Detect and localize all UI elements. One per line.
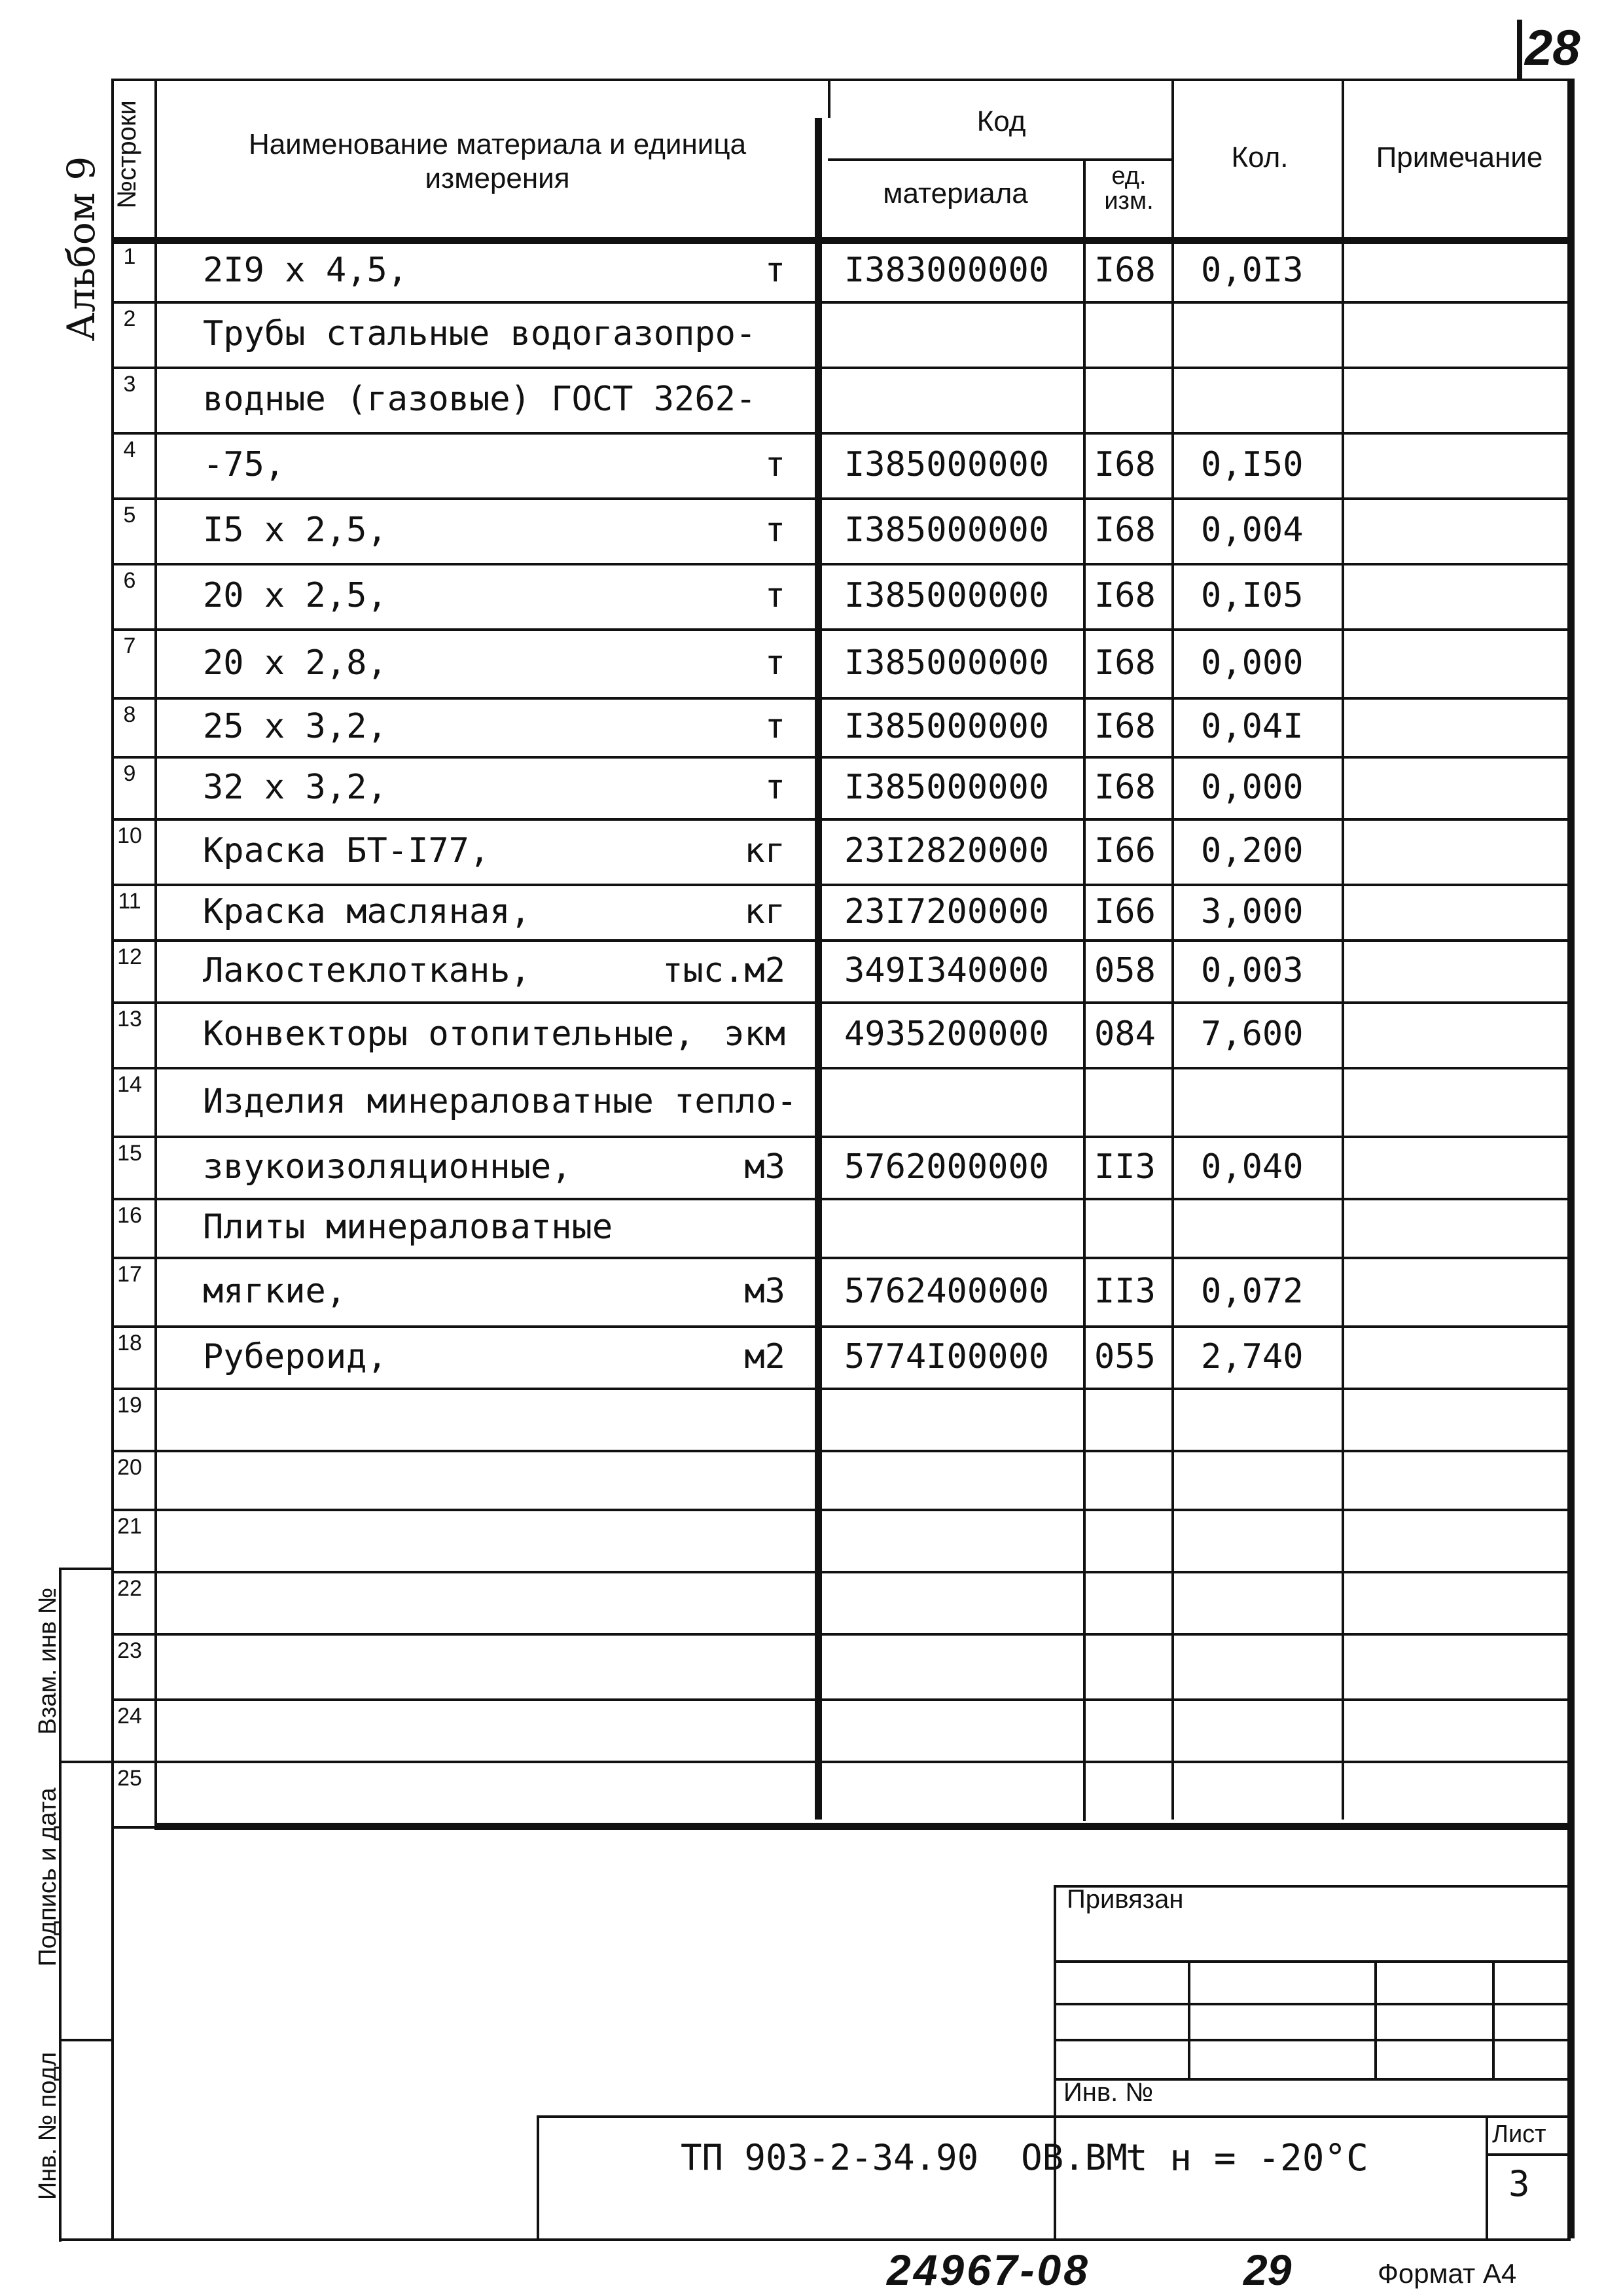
row-number: 13 (117, 1007, 142, 1031)
grid-line (1492, 1960, 1495, 2078)
grid-line (111, 2238, 1571, 2241)
footer-number: 24967-08 (887, 2246, 1090, 2294)
grid-line (111, 1761, 1571, 1763)
grid-line (1054, 1885, 1571, 1888)
grid-line (111, 818, 1571, 821)
quantity: 0,040 (1201, 1147, 1304, 1187)
row-number: 2 (123, 306, 136, 331)
grid-line (111, 1698, 1571, 1701)
quantity: 0,0I3 (1201, 250, 1304, 290)
row-number: 1 (123, 244, 136, 269)
grid-line (111, 301, 1571, 304)
grid-line (111, 939, 1571, 942)
grid-line (1374, 1960, 1377, 2078)
unit-code: I68 (1094, 576, 1156, 615)
row-number: 25 (117, 1766, 142, 1791)
row-number: 18 (117, 1331, 142, 1355)
quantity: 3,000 (1201, 891, 1304, 931)
material-name: -75, (203, 445, 285, 484)
unit-code: I68 (1094, 767, 1156, 807)
unit-of-measure: экм (724, 1014, 785, 1054)
unit-of-measure: т (764, 511, 785, 550)
unit-code: I68 (1094, 511, 1156, 550)
grid-line (1171, 79, 1174, 1820)
grid-line (537, 2115, 539, 2240)
row-number: 11 (118, 889, 141, 914)
inv-podl-label: Инв. № подл (34, 2051, 62, 2200)
row-number: 7 (123, 634, 136, 658)
unit-of-measure: т (764, 576, 785, 615)
row-number: 9 (123, 761, 136, 786)
grid-line (59, 1761, 111, 1763)
unit-code: I66 (1094, 831, 1156, 870)
material-code: 23I2820000 (844, 831, 1050, 870)
grid-line (111, 497, 1571, 500)
header-code-unit: ед. изм. (1104, 162, 1154, 215)
unit-code: 084 (1094, 1014, 1156, 1054)
row-number: 20 (117, 1455, 142, 1480)
page-number-bar (1517, 20, 1522, 79)
grid-line (815, 118, 822, 1820)
grid-line (111, 1001, 1571, 1004)
material-name: Краска масляная, (203, 891, 531, 931)
header-name: Наименование материала и единица измерения (248, 128, 747, 194)
unit-of-measure: т (764, 250, 785, 290)
header-row-no: №строки (113, 100, 141, 209)
grid-line (111, 563, 1571, 565)
design-temperature: t н = -20°С (1126, 2137, 1368, 2179)
grid-line (111, 79, 114, 2238)
unit-code: 055 (1094, 1336, 1156, 1376)
sheet-number: 3 (1508, 2163, 1530, 2204)
unit-code: 058 (1094, 950, 1156, 990)
quantity: 0,200 (1201, 831, 1304, 870)
row-number: 23 (117, 1638, 142, 1663)
grid-line (111, 1325, 1571, 1328)
unit-of-measure: м3 (744, 1271, 785, 1311)
material-code: I385000000 (844, 707, 1050, 746)
material-name: 25 x 3,2, (203, 707, 387, 746)
row-number: 3 (123, 372, 136, 397)
unit-code: I68 (1094, 250, 1156, 290)
page-number: 28 (1525, 20, 1580, 76)
unit-code: I66 (1094, 891, 1156, 931)
grid-line (828, 158, 1171, 161)
material-name: 2I9 x 4,5, (203, 250, 408, 290)
unit-code: II3 (1094, 1147, 1156, 1187)
header-code: Код (976, 105, 1026, 137)
header-code-material: материала (883, 177, 1028, 209)
grid-line (111, 1633, 1571, 1636)
quantity: 7,600 (1201, 1014, 1304, 1054)
grid-line (111, 79, 1571, 81)
footer-page: 29 (1243, 2246, 1292, 2294)
row-number: 17 (117, 1262, 142, 1287)
material-code: I385000000 (844, 643, 1050, 683)
quantity: 0,04I (1201, 707, 1304, 746)
quantity: 0,I05 (1201, 576, 1304, 615)
unit-of-measure: т (764, 767, 785, 807)
material-name: Краска БТ-I77, (203, 831, 490, 870)
grid-line (111, 756, 1571, 759)
grid-line (111, 1067, 1571, 1069)
signature-date-label: Подпись и дата (34, 1787, 62, 1967)
grid-line (111, 367, 1571, 369)
unit-code: II3 (1094, 1271, 1156, 1311)
format-label: Формат А4 (1378, 2258, 1517, 2289)
grid-line (111, 1571, 1571, 1573)
grid-line (111, 1826, 1571, 1829)
grid-line (59, 1568, 111, 1570)
unit-code: I68 (1094, 707, 1156, 746)
row-number: 6 (123, 568, 136, 593)
material-code: 5762000000 (844, 1147, 1050, 1187)
inv-no-label: Инв. № (1063, 2078, 1154, 2107)
grid-line (111, 1136, 1571, 1138)
material-code: 349I340000 (844, 950, 1050, 990)
grid-line (59, 1568, 62, 2242)
material-code: 5762400000 (844, 1271, 1050, 1311)
grid-line (111, 1257, 1571, 1259)
unit-of-measure: тыс.м2 (662, 950, 785, 990)
material-code: I385000000 (844, 511, 1050, 550)
material-code: 4935200000 (844, 1014, 1050, 1054)
quantity: 0,000 (1201, 767, 1304, 807)
row-number: 22 (117, 1576, 142, 1601)
header-note: Примечание (1376, 141, 1543, 173)
quantity: 0,I50 (1201, 445, 1304, 484)
header-qty: Кол. (1231, 141, 1289, 173)
material-name: 20 x 2,8, (203, 643, 387, 683)
material-name: Рубероид, (203, 1336, 387, 1376)
grid-line (59, 2238, 111, 2241)
row-number: 10 (117, 823, 142, 848)
grid-line (111, 237, 1571, 244)
unit-code: I68 (1094, 643, 1156, 683)
grid-line (59, 2039, 111, 2041)
grid-line (1342, 79, 1344, 1820)
vzam-inv-label: Взам. инв № (34, 1587, 62, 1735)
grid-line (111, 697, 1571, 700)
grid-line (1054, 1885, 1056, 2238)
unit-code: I68 (1094, 445, 1156, 484)
material-name: Конвекторы отопительные, (203, 1014, 695, 1054)
material-name: 32 x 3,2, (203, 767, 387, 807)
unit-of-measure: кг (744, 831, 785, 870)
grid-line (111, 1450, 1571, 1452)
grid-line (111, 1509, 1571, 1511)
material-name: 20 x 2,5, (203, 576, 387, 615)
sheet-label: Лист (1492, 2121, 1546, 2148)
row-number: 14 (117, 1072, 142, 1097)
material-code: I385000000 (844, 445, 1050, 484)
material-code: I385000000 (844, 576, 1050, 615)
unit-of-measure: т (764, 445, 785, 484)
unit-of-measure: м2 (744, 1336, 785, 1376)
material-name: Плиты минераловатные (203, 1208, 613, 1247)
unit-of-measure: т (764, 643, 785, 683)
unit-of-measure: кг (744, 891, 785, 931)
unit-of-measure: м3 (744, 1147, 785, 1187)
grid-line (111, 628, 1571, 631)
row-number: 8 (123, 702, 136, 727)
privyazan-label: Привязан (1067, 1885, 1184, 1914)
quantity: 2,740 (1201, 1336, 1304, 1376)
material-code: 23I7200000 (844, 891, 1050, 931)
row-number: 4 (123, 437, 136, 462)
row-number: 21 (117, 1514, 142, 1539)
quantity: 0,003 (1201, 950, 1304, 990)
grid-line (537, 2115, 1571, 2118)
material-name: Трубы стальные водогазопро- (203, 314, 757, 353)
grid-line (1054, 2078, 1571, 2081)
grid-line (1567, 79, 1575, 2238)
quantity: 0,004 (1201, 511, 1304, 550)
material-name: мягкие, (203, 1271, 347, 1311)
album-label: Альбом 9 (59, 156, 103, 342)
material-name: Изделия минераловатные тепло- (203, 1081, 797, 1121)
unit-of-measure: т (764, 707, 785, 746)
row-number: 16 (117, 1203, 142, 1228)
quantity: 0,072 (1201, 1271, 1304, 1311)
grid-line (828, 79, 830, 118)
material-name: Лакостеклоткань, (203, 950, 531, 990)
material-code: 5774I00000 (844, 1336, 1050, 1376)
grid-line (111, 432, 1571, 435)
material-name: звукоизоляционные, (203, 1147, 572, 1187)
material-name: водные (газовые) ГОСТ 3262- (203, 380, 757, 419)
row-number: 15 (117, 1141, 142, 1166)
material-name: I5 x 2,5, (203, 511, 387, 550)
quantity: 0,000 (1201, 643, 1304, 683)
grid-line (111, 1198, 1571, 1200)
document-code: ТП 903-2-34.90 ОВ.ВМ (681, 2137, 1128, 2178)
row-number: 12 (117, 944, 142, 969)
row-number: 19 (117, 1393, 142, 1418)
grid-line (1486, 2153, 1571, 2156)
grid-line (111, 1388, 1571, 1390)
grid-line (111, 884, 1571, 886)
grid-line (154, 79, 157, 1826)
material-code: I383000000 (844, 250, 1050, 290)
grid-line (1188, 1960, 1190, 2078)
row-number: 24 (117, 1704, 142, 1729)
row-number: 5 (123, 503, 136, 528)
grid-line (1486, 2115, 1488, 2240)
material-code: I385000000 (844, 767, 1050, 807)
